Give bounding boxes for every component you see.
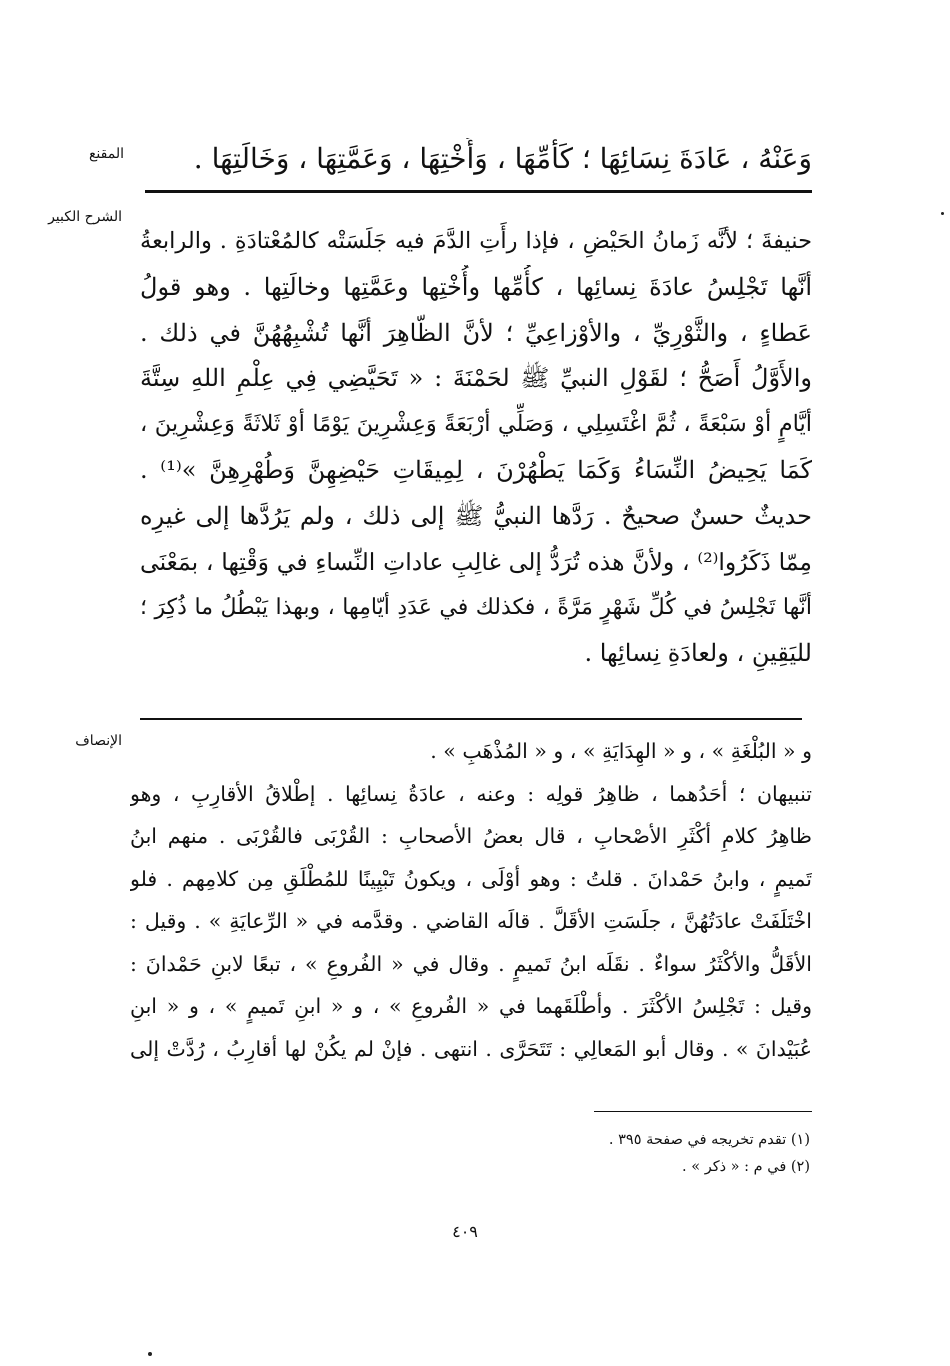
footnote-1: (١) تقدم تخريجه في صفحة ٣٩٥ . [608, 1132, 810, 1148]
sharh-line: لليَقِينِ ، ولعادَةِ نِسائِها . [584, 639, 812, 668]
insaf-line: وقيل : تَجْلِسُ الأكْثَرَ . وأطْلَقَهما في « الفُروعِ » ، و « ابنِ تَميمٍ » ، و « ابنِ [130, 994, 812, 1018]
sharh-line: والأَوَّلُ أَصَحُّ ؛ لقَوْلِ النبيِّ ﷺ لحَمْنَةَ : « تَحَيَّضِي فِي عِلْمِ اللهِ سِتَّةَ [140, 364, 812, 393]
insaf-line: ظاهِرُ كلامِ أكْثَرِ الأصْحابِ ، قال بعضُ الأصحابِ : القُرْبَى فالقُرْبَى . منهم ابنُ [130, 824, 812, 848]
muqni-divider [145, 190, 812, 193]
scan-speck [148, 1352, 152, 1356]
muqni-line: وَعَنْهُ ، عَادَةَ نِسَائِهَا ؛ كَأُمِّهَا ، وَأُخْتِهَا ، وَعَمَّتِهَا ، وَخَالَتِهَا . [193, 142, 812, 175]
sharh-line: أنَّها تَجْلِسُ عادَةَ نِسائِها ، كأُمِّها وأُخْتِها وعَمَّتِها وخالَتِها . وهو قولُ [140, 272, 812, 301]
insaf-line: تَميمٍ ، وابنُ حَمْدانَ . قلتُ : وهو أوْلَى ، ويكونُ تَبْيِينًا للمُطْلَقِ مِن كلامِهم . فلو [130, 866, 812, 891]
sharh-line: عَطاءٍ ، والثَّوْرِيِّ ، والأوْزاعِيِّ ؛ لأنَّ الظّاهِرَ أنَّها تُشْبِهُهُنَّ في ذلك . [140, 318, 812, 347]
insaf-line: تنبيهان ؛ أحَدُهما ، ظاهِرُ قولِه : وعنه ، عادَةُ نِسائِها . إطْلاقُ الأقارِبِ ، وهو [130, 781, 812, 806]
page-number: ٤٠٩ [452, 1222, 478, 1241]
label-muqni: المقنع [88, 146, 124, 162]
muqni-text [140, 138, 812, 180]
insaf-line: و « البُلْغَةِ » ، و « الهِدَايَةِ » ، و « المُذْهَبِ » . [430, 739, 812, 763]
label-sharh: الشرح الكبير [48, 209, 122, 225]
sharh-line: كَمَا يَحِيضُ النِّسَاءُ وَكَمَا يَطْهُرْنَ ، لِمِيقَاتِ حَيْضِهِنَّ وَطُهْرِهِنَّ »⁽¹⁾ . [140, 455, 812, 484]
insaf-text [130, 730, 812, 1070]
label-insaf: الإنصاف [75, 733, 122, 749]
footnote-divider [594, 1111, 812, 1112]
footnote-2: (٢) في م : « ذكر » . [682, 1159, 810, 1175]
sharh-line: حنيفةَ ؛ لأنَّه زَمانُ الحَيْضِ ، فإذا رأَتِ الدَّمَ فيه جَلَسَتْه كالمُعْتادَةِ . والرابعةُ [140, 228, 812, 254]
insaf-line: عُبَيْدانَ » . وقال أبو المَعالِي : تَتَحَرَّى . انتهى . فإنْ لم يكُنْ لها أقارِبُ ، رُدَّتْ إلى [130, 1036, 812, 1061]
sharh-line: مِمّا ذَكَرُوا⁽²⁾ ، ولأنَّ هذه تُرَدُّ إلى غالِبِ عاداتِ النِّساءِ في وَقْتِها ، بمَعْنَى [140, 547, 812, 576]
sharh-text [140, 219, 812, 677]
sharh-line: أنَّها تَجْلِسُ في كُلِّ شَهْرٍ مَرَّةً ، فكذلك في عَدَدِ أيّامِها ، وبهذا يَبْطُلُ ما ذُكِرَ ؛ [140, 595, 812, 621]
sharh-divider [140, 718, 802, 720]
scan-speck [941, 212, 944, 215]
sharh-line: حديثٌ حسنٌ صحيحٌ . رَدَّها النبيُّ ﷺ إلى ذلك ، ولم يَرُدَّها إلى غيرِه [140, 501, 812, 530]
insaf-line: الأقَلُّ والأكْثَرُ سواءٌ . نقَلَه ابنُ تَميمٍ . وقال في « الفُروعِ » ، تبعًا لابنِ حَمْدانَ : [130, 951, 812, 976]
insaf-line: اخْتَلَفَتْ عادَتُهُنَّ ، جلَسَتِ الأقَلَّ . قالَه القاضي . وقدَّمه في « الرِّعايَةِ » . وقيل : [130, 909, 812, 933]
footnotes [410, 1127, 810, 1181]
sharh-line: أيَّامٍ أوْ سَبْعَةً ، ثُمَّ اغْتَسِلِي ، وَصَلِّي أرْبَعَةً وَعِشْرِينَ يَوْمًا أوْ ثَلاثَةً وَعِشْرِينَ ، [140, 411, 812, 438]
